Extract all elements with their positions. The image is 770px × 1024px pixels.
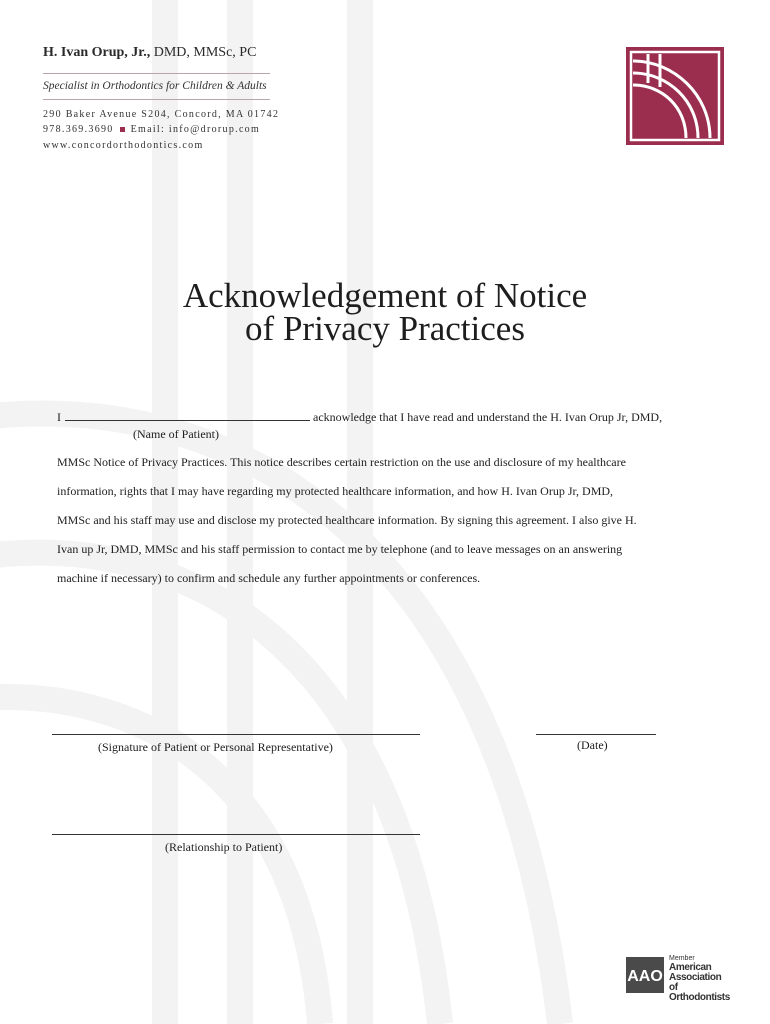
doctor-name-line (43, 45, 256, 61)
aao-mark-text: AAO (627, 968, 663, 985)
document-title-line1: Acknowledgement of Notice (182, 276, 588, 315)
relationship-field[interactable] (52, 834, 420, 835)
aao-line3: Orthodontists (669, 992, 730, 1003)
doctor-credentials: DMD, MMSc, PC (150, 45, 257, 60)
doctor-name: H. Ivan Orup, Jr., (43, 45, 151, 60)
paragraph-line: MMSc Notice of Privacy Practices. This notice describes certain restriction on the use and disclosure of my healthcare (57, 455, 626, 469)
header-rule-top (43, 73, 270, 74)
date-caption: (Date) (577, 738, 608, 752)
ack-prefix: I (57, 410, 61, 424)
aao-member-badge (626, 955, 730, 1003)
acknowledgement-line (57, 409, 662, 425)
header-rule-bottom (43, 99, 270, 100)
signature-caption: (Signature of Patient or Personal Representative) (98, 740, 333, 754)
paragraph-line: information, rights that I may have regarding my protected healthcare information, and how H. Ivan Orup Jr, DMD, (57, 484, 614, 498)
paragraph-line: machine if necessary) to confirm and schedule any further appointments or conferences. (57, 571, 481, 585)
relationship-caption: (Relationship to Patient) (165, 840, 283, 854)
square-bullet-icon (120, 127, 125, 132)
patient-name-field[interactable] (65, 409, 310, 421)
email: Email: info@drorup.com (130, 124, 261, 135)
ack-text: acknowledge that I have read and understand the H. Ivan Orup Jr, DMD, (313, 410, 663, 424)
paragraph-line: Ivan up Jr, DMD, MMSc and his staff permission to contact me by telephone (and to leave messages on an answering (57, 542, 623, 556)
aao-line2: Association of (669, 972, 722, 993)
signature-field[interactable] (52, 734, 420, 735)
address: 290 Baker Avenue S204, Concord, MA 01742 (43, 109, 280, 120)
phone: 978.369.3690 (43, 124, 114, 135)
phone-email-line (43, 124, 260, 135)
website: www.concordorthodontics.com (43, 140, 204, 151)
practice-logo (626, 47, 724, 145)
specialty-tagline: Specialist in Orthodontics for Children & Adults (43, 80, 267, 92)
aao-text (669, 955, 730, 1003)
aao-logo-icon (626, 957, 664, 993)
aao-line1: American (669, 962, 712, 973)
aao-member-label: Member (669, 955, 695, 962)
date-field[interactable] (536, 734, 656, 735)
patient-name-caption: (Name of Patient) (133, 427, 219, 441)
paragraph-line: MMSc and his staff may use and disclose my protected healthcare information. By signing this agreement. I also give H. (57, 513, 637, 527)
document-title-line2: of Privacy Practices (245, 309, 525, 348)
